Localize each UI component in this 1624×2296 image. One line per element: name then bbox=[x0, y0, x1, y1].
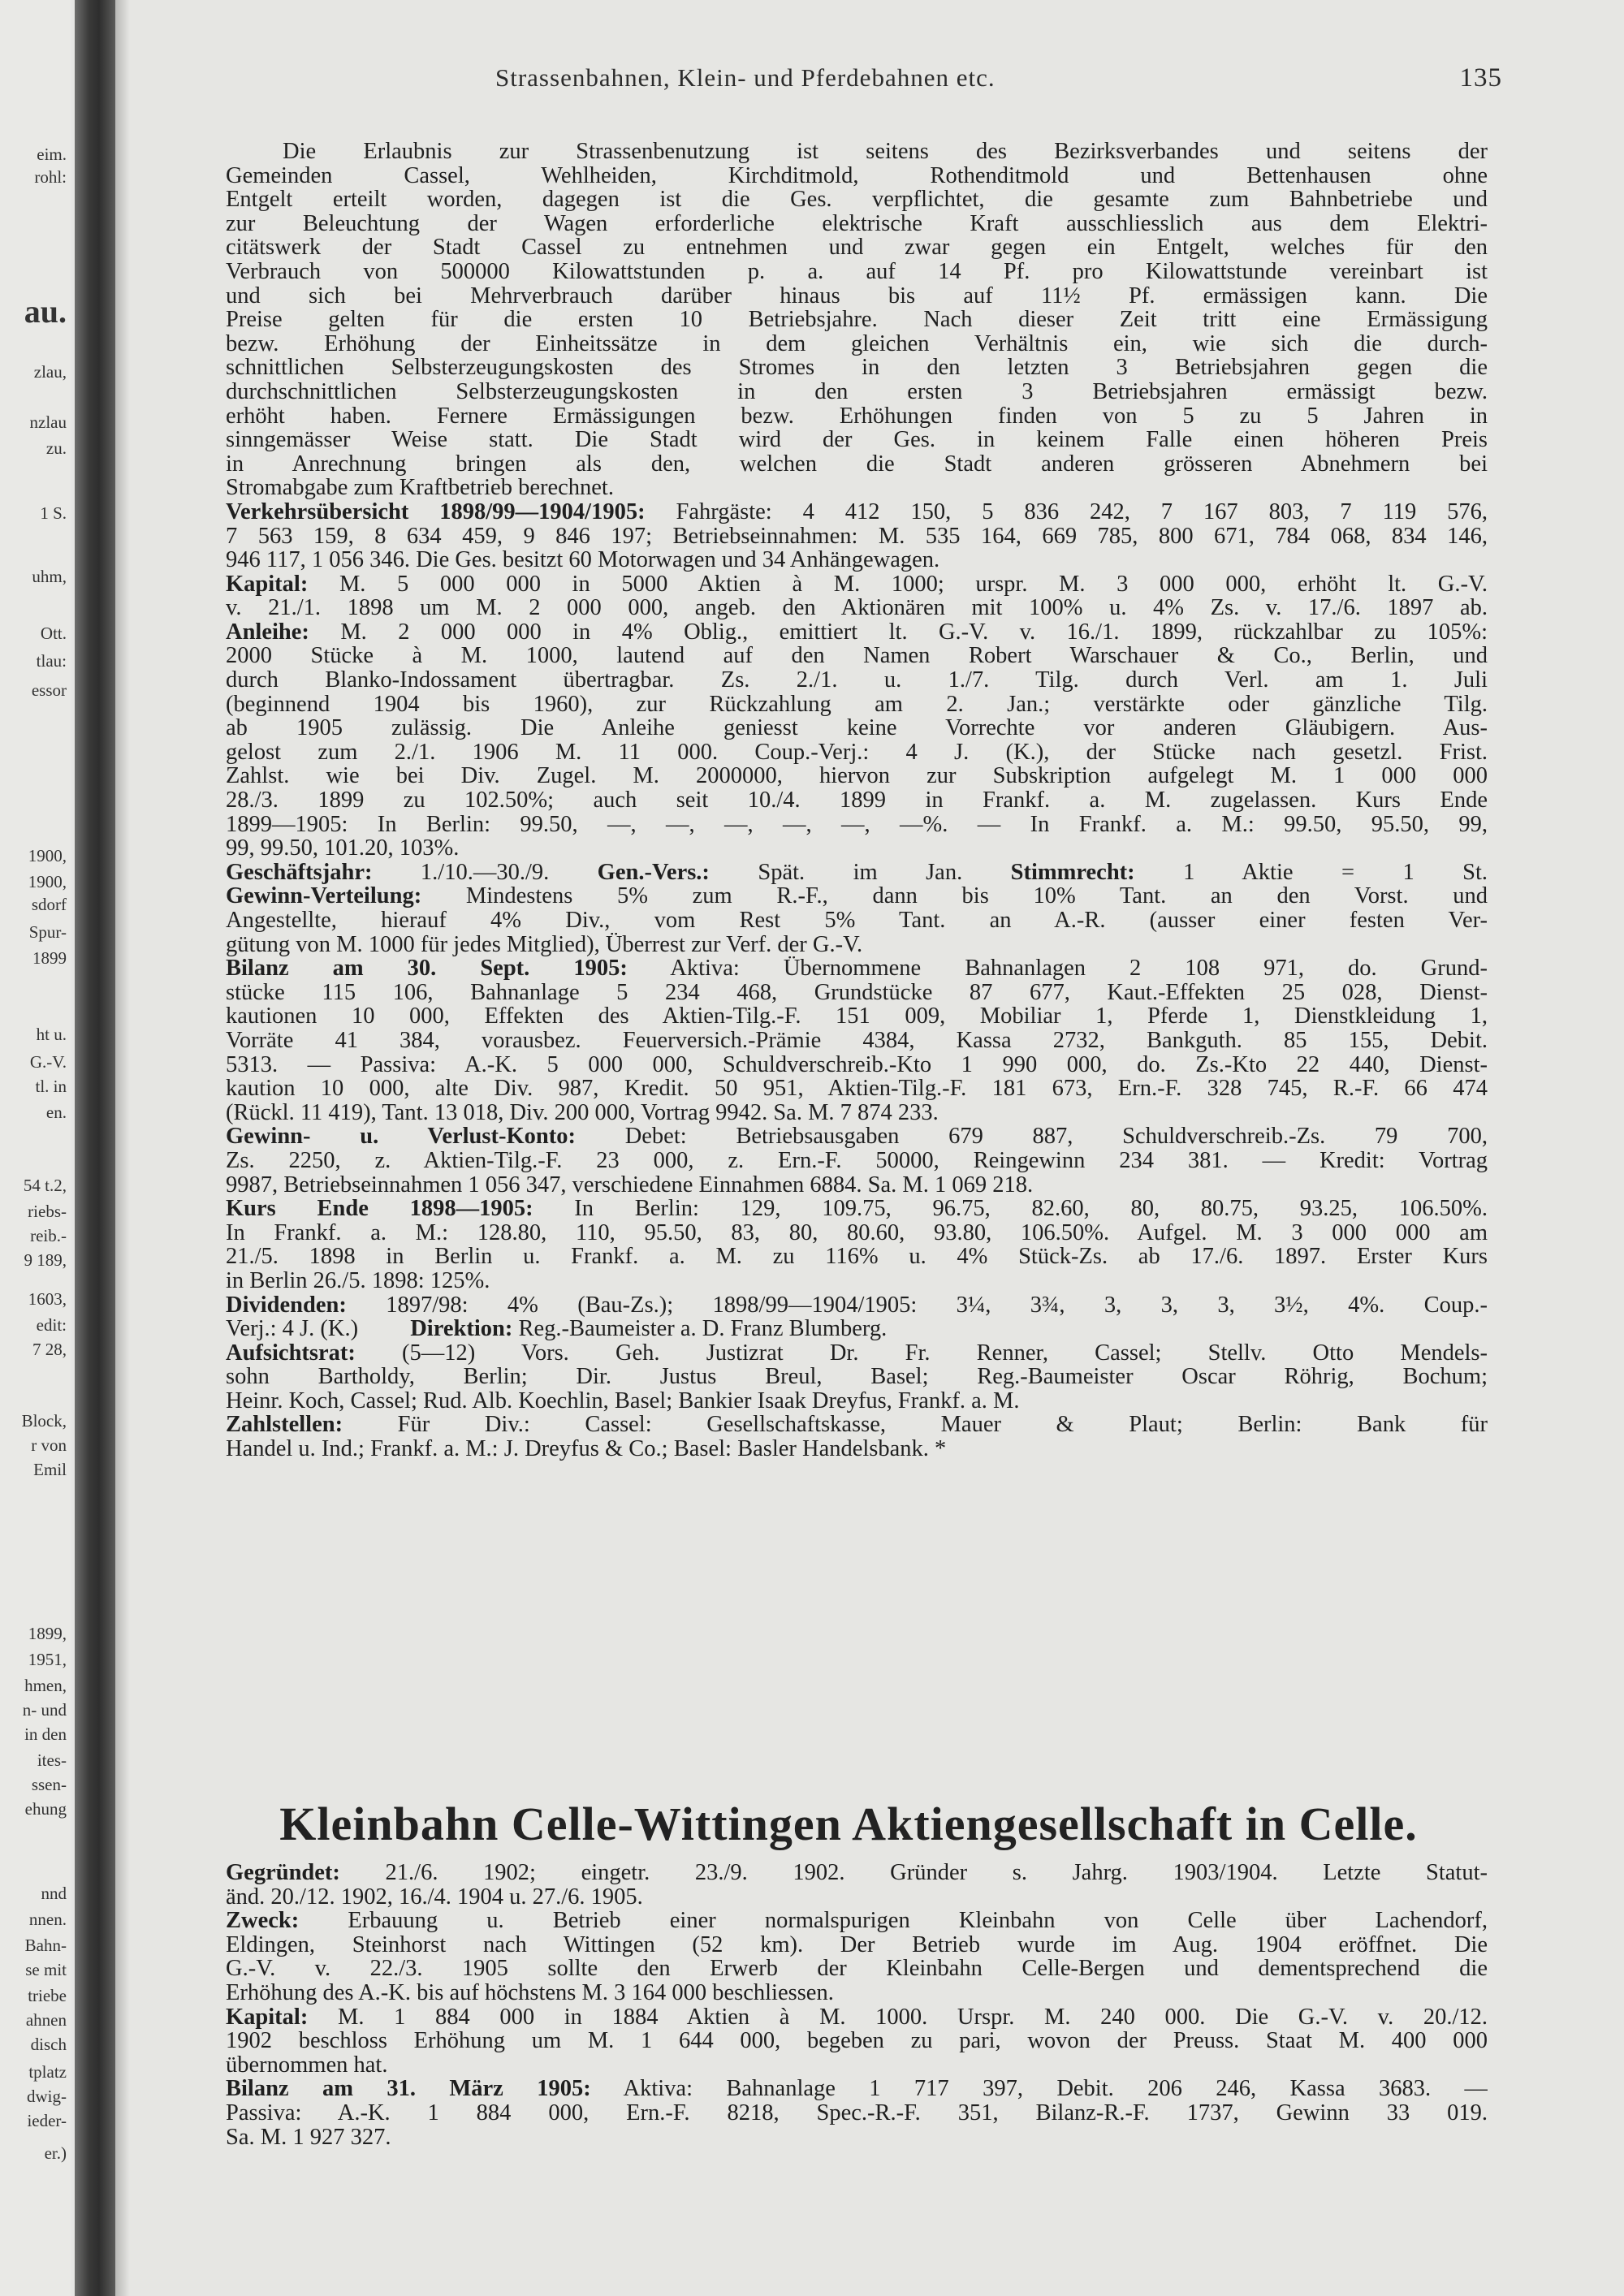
text-line: Preise gelten für die ersten 10 Betriebsjahre. Nach dieser Zeit tritt eine Ermässigung bbox=[226, 308, 1488, 332]
text-line: Stromabgabe zum Kraftbetrieb berechnet. bbox=[226, 476, 614, 500]
text-line: 99, 99.50, 101.20, 103%. bbox=[226, 836, 460, 861]
margin-fragment: tl. in bbox=[35, 1077, 67, 1096]
text-line: v. 21./1. 1898 um M. 2 000 000, angeb. den Aktionären mit 100% u. 4% Zs. v. 17./6. 1897 ab. bbox=[226, 596, 1488, 620]
margin-fragment: riebs- bbox=[28, 1202, 67, 1221]
margin-fragment: 1 S. bbox=[40, 503, 67, 523]
text-line: G.-V. v. 22./3. 1905 sollte den Erwerb der Kleinbahn Celle-Bergen und dementsprechend die bbox=[226, 1957, 1488, 1981]
margin-fragment: dwig- bbox=[27, 2087, 67, 2106]
text-line: Gewinn-Verteilung: Mindestens 5% zum R.-F., dann bis 10% Tant. an den Vorst. und bbox=[226, 884, 1488, 908]
margin-fragment: tlau: bbox=[36, 651, 67, 671]
intro-paragraph bbox=[226, 140, 1488, 500]
margin-fragment: nzlau bbox=[29, 412, 67, 432]
text-line: 5313. — Passiva: A.-K. 5 000 000, Schuldverschreib.-Kto 1 990 000, do. Zs.-Kto 22 440, Dienst- bbox=[226, 1052, 1488, 1077]
text-line: ab 1905 zulässig. Die Anleihe geniesst keine Vorrechte vor anderen Gläubigern. Aus- bbox=[226, 716, 1488, 740]
margin-fragment: ahnen bbox=[25, 2010, 67, 2030]
section-strassenbahn-cassel bbox=[226, 140, 1488, 1461]
text-line: änd. 20./12. 1902, 16./4. 1904 u. 27./6. 1905. bbox=[226, 1884, 643, 1910]
label-kapital: Kapital: bbox=[226, 2005, 309, 2030]
text-line: und sich bei Mehrverbrauch darüber hinaus bis auf 11½ Pf. ermässigen kann. Die bbox=[226, 283, 1488, 309]
text-line: sohn Bartholdy, Berlin; Dir. Justus Breul, Basel; Reg.-Baumeister Oscar Röhrig, Bochum; bbox=[226, 1365, 1488, 1389]
text-line: zur Beleuchtung der Wagen erforderliche elektrische Kraft ausschliesslich aus dem Elektri- bbox=[226, 211, 1488, 236]
text-line: übernommen hat. bbox=[226, 2052, 388, 2078]
text-line: Verkehrsübersicht 1898/99—1904/1905: Fahrgäste: 4 412 150, 5 836 242, 7 167 803, 7 119 576, bbox=[226, 499, 1488, 524]
label-stimmrecht: Stimmrecht: bbox=[1010, 860, 1135, 885]
page-number: 135 bbox=[1459, 63, 1502, 93]
text-line: Eldingen, Steinhorst nach Wittingen (52 km). Der Betrieb wurde im Aug. 1904 eröffnet. Die bbox=[226, 1932, 1488, 1957]
text-line: in Anrechnung bringen als den, welchen die Stadt anderen grösseren Abnehmern bei bbox=[226, 451, 1488, 477]
text-line: kaution 10 000, alte Div. 987, Kredit. 50 951, Aktien-Tilg.-F. 181 673, Ern.-F. 328 745, R.-F. 66 474 bbox=[226, 1077, 1488, 1101]
text-line: Verbrauch von 500000 Kilowattstunden p. a. auf 14 Pf. pro Kilowattstunde vereinbart ist bbox=[226, 259, 1488, 284]
company-title: Kleinbahn Celle-Wittingen Aktiengesellschaft in Celle. bbox=[279, 1798, 1418, 1850]
text-line: 9987, Betriebseinnahmen 1 056 347, verschiedene Einnahmen 6884. Sa. M. 1 069 218. bbox=[226, 1172, 1034, 1198]
text-line: Heinr. Koch, Cassel; Rud. Alb. Koechlin, Basel; Bankier Isaak Dreyfus, Frankf. a. M. bbox=[226, 1388, 1020, 1413]
text-line: Kurs Ende 1898—1905: In Berlin: 129, 109.75, 96.75, 82.60, 80, 80.75, 93.25, 106.50%. bbox=[226, 1197, 1488, 1221]
spine-edge bbox=[115, 0, 130, 2296]
text-line: Bilanz am 31. März 1905: Aktiva: Bahnanlage 1 717 397, Debit. 206 246, Kassa 3683. — bbox=[226, 2077, 1488, 2101]
margin-fragment: se mit bbox=[25, 1960, 67, 1979]
section-kleinbahn-celle-wittingen bbox=[195, 1794, 1502, 2149]
text-line: Die Erlaubnis zur Strassenbenutzung ist seitens des Bezirksverbandes und seitens der bbox=[283, 140, 1488, 164]
text-line: kautionen 10 000, Effekten des Aktien-Tilg.-F. 151 009, Mobiliar 1, Pferde 1, Dienstkleidung 1, bbox=[226, 1004, 1488, 1029]
margin-fragment: zlau, bbox=[33, 362, 67, 382]
margin-fragment: r von bbox=[31, 1435, 67, 1455]
text-line: Kapital: M. 5 000 000 in 5000 Aktien à M. 1000; urspr. M. 3 000 000, erhöht lt. G.-V. bbox=[226, 572, 1488, 597]
text-line: Passiva: A.-K. 1 884 000, Ern.-F. 8218, Spec.-R.-F. 351, Bilanz-R.-F. 1737, Gewinn 33 019. bbox=[226, 2100, 1488, 2126]
label-gewinn-verlust-konto: Gewinn- u. Verlust-Konto: bbox=[226, 1124, 576, 1149]
text-line: Gewinn- u. Verlust-Konto: Debet: Betriebsausgaben 679 887, Schuldverschreib.-Zs. 79 700, bbox=[226, 1124, 1488, 1149]
margin-fragment: zu. bbox=[45, 438, 67, 458]
margin-fragment: eim. bbox=[37, 145, 67, 164]
text-line: Anleihe: M. 2 000 000 in 4% Oblig., emittiert lt. G.-V. v. 16./1. 1899, rückzahlbar zu 105%: bbox=[226, 619, 1488, 645]
label-bilanz: Bilanz am 31. März 1905: bbox=[226, 2077, 591, 2101]
label-gen-vers: Gen.-Vers.: bbox=[597, 860, 710, 885]
text-line: bezw. Erhöhung der Einheitssätze in dem gleichen Verhältnis ein, wie sich die durch- bbox=[226, 331, 1488, 356]
text-line: Erhöhung des A.-K. bis auf höchstens M. 3 164 000 beschliessen. bbox=[226, 1980, 834, 2005]
text-line: gelost zum 2./1. 1906 M. 11 000. Coup.-Verj.: 4 J. (K.), der Stücke nach gesetzl. Frist. bbox=[226, 740, 1488, 765]
margin-fragment: triebe bbox=[28, 1986, 67, 2005]
text-line: Zahlst. wie bei Div. Zugel. M. 2000000, hiervon zur Subskription aufgelegt M. 1 000 000 bbox=[226, 764, 1488, 789]
text-line: Angestellte, hierauf 4% Div., vom Rest 5% Tant. an A.-R. (ausser einer festen Ver- bbox=[226, 908, 1488, 933]
margin-fragment: 1900, bbox=[28, 846, 67, 865]
text-line: Zs. 2250, z. Aktien-Tilg.-F. 23 000, z. Ern.-F. 50000, Reingewinn 234 381. — Kredit: Vortrag bbox=[226, 1148, 1488, 1173]
adjacent-page-fragment bbox=[0, 0, 71, 2296]
margin-fragment: er.) bbox=[44, 2143, 67, 2163]
text-line: 2000 Stücke à M. 1000, lautend auf den Namen Robert Warschauer & Co., Berlin, und bbox=[226, 644, 1488, 669]
text-line: durch Blanko-Indossament übertragbar. Zs. 2./1. u. 1./7. Tilg. durch Verl. am 1. Juli bbox=[226, 668, 1488, 693]
text-line: Vorräte 41 384, vorausbez. Feuerversich.-Prämie 4384, Kassa 2732, Bankguth. 85 155, Debit. bbox=[226, 1028, 1488, 1053]
text-line: citätswerk der Stadt Cassel zu entnehmen und zwar gegen ein Entgelt, welches für den bbox=[226, 235, 1488, 260]
text-line: Kapital: M. 1 884 000 in 1884 Aktien à M. 1000. Urspr. M. 240 000. Die G.-V. v. 20./12. bbox=[226, 2005, 1488, 2030]
margin-fragment: uhm, bbox=[32, 567, 67, 586]
text-line: Gegründet: 21./6. 1902; eingetr. 23./9. 1902. Gründer s. Jahrg. 1903/1904. Letzte Statut- bbox=[226, 1861, 1488, 1885]
text-line: Dividenden: 1897/98: 4% (Bau-Zs.); 1898/99—1904/1905: 3¼, 3¾, 3, 3, 3, 3½, 4%. Coup.- bbox=[226, 1293, 1488, 1318]
text-line: gütung von M. 1000 für jedes Mitglied), Überrest zur Verf. der G.-V. bbox=[226, 932, 863, 957]
margin-fragment: ht u. bbox=[36, 1025, 67, 1044]
text-line: Geschäftsjahr: 1./10.—30./9. Gen.-Vers.: Spät. im Jan. Stimmrecht: 1 Aktie = 1 St. bbox=[226, 860, 1488, 885]
text-line: durchschnittlichen Selbsterzeugungskosten in den ersten 3 Betriebsjahren ermässigt bezw. bbox=[226, 379, 1488, 404]
margin-fragment: essor bbox=[31, 680, 67, 700]
margin-fragment: G.-V. bbox=[29, 1052, 67, 1072]
text-line: Bilanz am 30. Sept. 1905: Aktiva: Übernommene Bahnanlagen 2 108 971, do. Grund- bbox=[226, 956, 1488, 981]
running-title: Strassenbahnen, Klein- und Pferdebahnen etc. bbox=[495, 63, 996, 92]
margin-fragment: rohl: bbox=[34, 167, 67, 187]
margin-fragment: nnen. bbox=[28, 1910, 67, 1929]
label-gegruendet: Gegründet: bbox=[226, 1861, 340, 1885]
text-line: (Rückl. 11 419), Tant. 13 018, Div. 200 000, Vortrag 9942. Sa. M. 7 874 233. bbox=[226, 1100, 939, 1125]
text-line: stücke 115 106, Bahnanlage 5 234 468, Grundstücke 87 677, Kaut.-Effekten 25 028, Dienst- bbox=[226, 980, 1488, 1005]
text-line: Zahlstellen: Für Div.: Cassel: Gesellschaftskasse, Mauer & Plaut; Berlin: Bank für bbox=[226, 1413, 1488, 1438]
text-line: Zweck: Erbauung u. Betrieb einer normalspurigen Kleinbahn von Celle über Lachendorf, bbox=[226, 1909, 1488, 1933]
text-line: Aufsichtsrat: (5—12) Vors. Geh. Justizrat Dr. Fr. Renner, Cassel; Stellv. Otto Mendels- bbox=[226, 1340, 1488, 1366]
margin-fragment: ssen- bbox=[31, 1775, 67, 1794]
margin-fragment: 1951, bbox=[28, 1650, 67, 1669]
label-direktion: Direktion: bbox=[410, 1317, 513, 1341]
margin-fragment: 7 28, bbox=[32, 1340, 67, 1359]
margin-fragment: Ott. bbox=[40, 624, 67, 643]
text-line: sinngemässer Weise statt. Die Stadt wird der Ges. in keinem Falle einen höheren Preis bbox=[226, 428, 1488, 452]
margin-fragment: 1900, bbox=[28, 872, 67, 891]
label-kapital: Kapital: bbox=[226, 572, 309, 597]
running-head bbox=[130, 63, 1502, 104]
label-dividenden: Dividenden: bbox=[226, 1293, 347, 1318]
label-aufsichtsrat: Aufsichtsrat: bbox=[226, 1340, 356, 1366]
label-gewinn-verteilung: Gewinn-Verteilung: bbox=[226, 884, 422, 908]
text-line: Verj.: 4 J. (K.) Direktion: Reg.-Baumeister a. D. Franz Blumberg. bbox=[226, 1317, 888, 1341]
margin-fragment: ites- bbox=[37, 1750, 67, 1770]
margin-fragment: ieder- bbox=[27, 2111, 67, 2130]
margin-fragment: Spur- bbox=[28, 922, 67, 942]
text-line: erhöht haben. Fernere Ermässigungen bezw. Erhöhungen finden von 5 zu 5 Jahren in bbox=[226, 404, 1488, 429]
margin-fragment: sdorf bbox=[31, 895, 67, 914]
label-anleihe: Anleihe: bbox=[226, 619, 309, 645]
text-line: schnittlichen Selbsterzeugungskosten des Stromes in den letzten 3 Betriebsjahren gegen die bbox=[226, 356, 1488, 380]
margin-fragment: 1899, bbox=[28, 1624, 67, 1643]
margin-fragment: nnd bbox=[41, 1884, 67, 1903]
text-line: 946 117, 1 056 346. Die Ges. besitzt 60 Motorwagen und 34 Anhängewagen. bbox=[226, 548, 940, 572]
margin-fragment: 1899 bbox=[32, 948, 67, 968]
margin-fragment: Block, bbox=[21, 1411, 67, 1431]
text-line: 7 563 159, 8 634 459, 9 846 197; Betriebseinnahmen: M. 535 164, 669 785, 800 671, 784 068, 834 146, bbox=[226, 524, 1488, 549]
margin-fragment: disch bbox=[30, 2035, 67, 2054]
margin-fragment: Emil bbox=[33, 1460, 67, 1479]
label-zahlstellen: Zahlstellen: bbox=[226, 1413, 343, 1438]
label-zweck: Zweck: bbox=[226, 1909, 300, 1933]
margin-fragment: ehung bbox=[24, 1799, 67, 1819]
label-geschaeftsjahr: Geschäftsjahr: bbox=[226, 860, 373, 885]
margin-fragment: au. bbox=[24, 293, 67, 330]
margin-fragment: tplatz bbox=[28, 2062, 67, 2082]
margin-fragment: reib.- bbox=[30, 1226, 67, 1245]
margin-fragment: in den bbox=[24, 1724, 67, 1744]
text-line: In Frankf. a. M.: 128.80, 110, 95.50, 83, 80, 80.60, 93.80, 106.50%. Aufgel. M. 3 000 000 am bbox=[226, 1220, 1488, 1245]
margin-fragment: en. bbox=[45, 1103, 67, 1122]
text-line: 1902 beschloss Erhöhung um M. 1 644 000, begeben zu pari, wovon der Preuss. Staat M. 400 000 bbox=[226, 2029, 1488, 2053]
label-kurs: Kurs Ende 1898—1905: bbox=[226, 1197, 533, 1221]
text-line: 21./5. 1898 in Berlin u. Frankf. a. M. zu 116% u. 4% Stück-Zs. ab 17./6. 1897. Erster Kurs bbox=[226, 1245, 1488, 1269]
text-line: Gemeinden Cassel, Wehlheiden, Kirchditmold, Rothenditmold und Bettenhausen ohne bbox=[226, 163, 1488, 188]
text-line: (beginnend 1904 bis 1960), zur Rückzahlung am 2. Jan.; verstärkte oder gänzliche Tilg. bbox=[226, 692, 1488, 717]
book-spine-shadow bbox=[75, 0, 115, 2296]
margin-fragment: n- und bbox=[22, 1700, 67, 1720]
margin-fragment: Bahn- bbox=[24, 1936, 67, 1955]
text-line: Handel u. Ind.; Frankf. a. M.: J. Dreyfus & Co.; Basel: Basler Handelsbank. * bbox=[226, 1437, 947, 1461]
margin-fragment: 54 t.2, bbox=[23, 1176, 67, 1195]
margin-fragment: 1603, bbox=[28, 1289, 67, 1309]
margin-fragment: 9 189, bbox=[24, 1250, 67, 1270]
text-line: in Berlin 26./5. 1898: 125%. bbox=[226, 1268, 490, 1293]
text-line: 28./3. 1899 zu 102.50%; auch seit 10./4. 1899 in Frankf. a. M. zugelassen. Kurs Ende bbox=[226, 788, 1488, 813]
label-verkehrsuebersicht: Verkehrsübersicht 1898/99—1904/1905: bbox=[226, 499, 646, 524]
text-line: Entgelt erteilt worden, dagegen ist die Ges. verpflichtet, die gesamte zum Bahnbetriebe und bbox=[226, 188, 1488, 212]
margin-fragment: edit: bbox=[36, 1315, 67, 1335]
margin-fragment: hmen, bbox=[24, 1676, 67, 1695]
text-line: Sa. M. 1 927 327. bbox=[226, 2125, 391, 2150]
text-line: 1899—1905: In Berlin: 99.50, —, —, —, —, —, —%. — In Frankf. a. M.: 99.50, 95.50, 99, bbox=[226, 812, 1488, 837]
label-bilanz: Bilanz am 30. Sept. 1905: bbox=[226, 956, 628, 981]
